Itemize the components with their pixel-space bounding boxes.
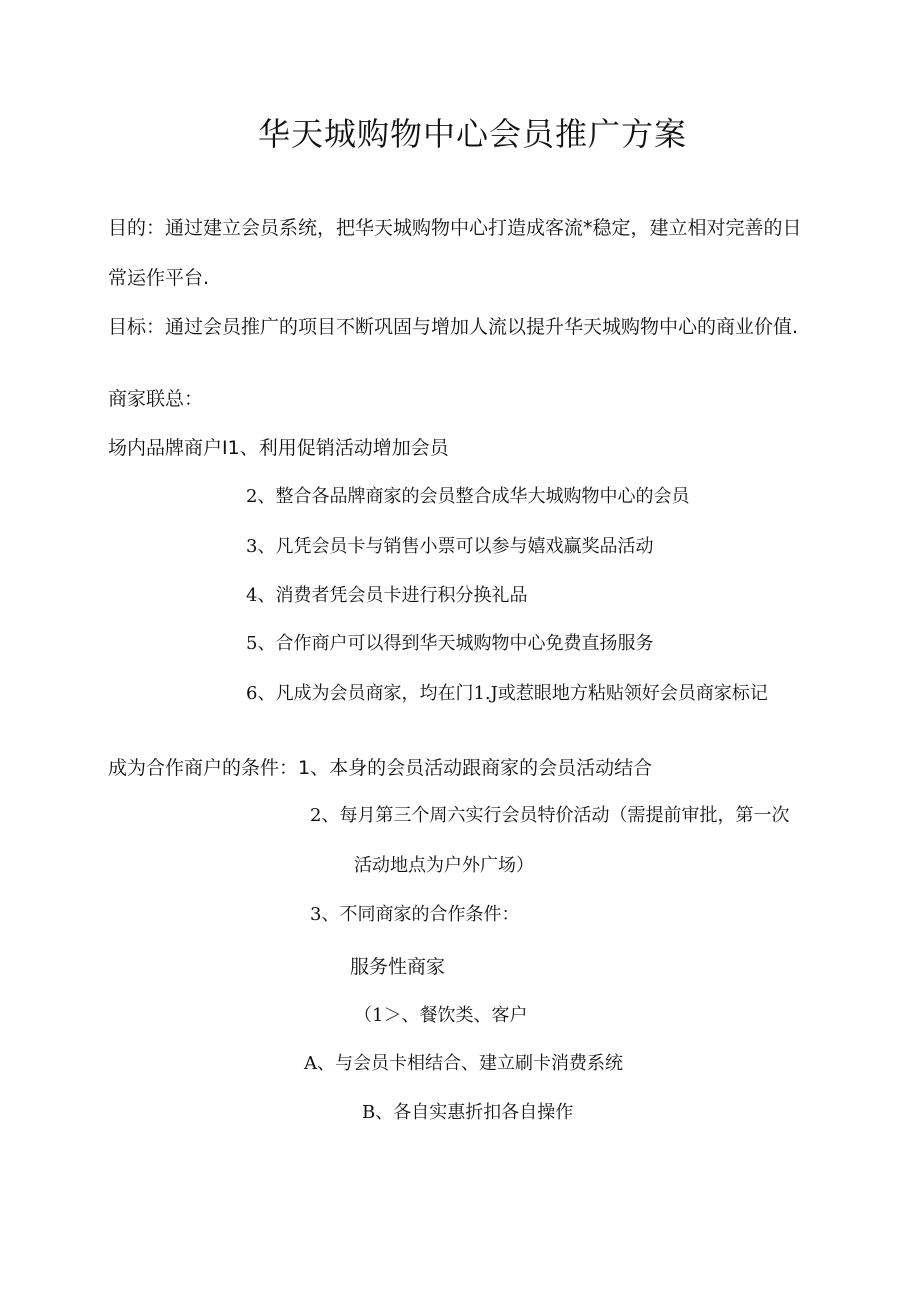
category-1: （1＞、餐饮类、客户 <box>354 1005 528 1026</box>
service-merchants-heading: 服务性商家 <box>350 956 446 978</box>
brand-item-6: 6、凡成为会员商家，均在门1.J或惹眼地方粘贴领好会员商家标记 <box>246 683 768 704</box>
brand-item-2: 2、整合各品牌商家的会员整合成华大城购物中心的会员 <box>246 486 690 507</box>
brand-merchants-intro: 场内品牌商户I1、利用促销活动增加会员 <box>108 437 449 459</box>
merchant-alliance-heading: 商家联总： <box>108 388 204 410</box>
goal-line: 目标：通过会员推广的项目不断巩固与增加人流以提升华天城购物中心的商业价值. <box>108 316 799 338</box>
purpose-line-1: 目的：通过建立会员系统，把华天城购物中心打造成客流*稳定，建立相对完善的日 <box>108 217 802 239</box>
item-b: B、各自实惠折扣各自操作 <box>362 1102 574 1123</box>
brand-item-5: 5、合作商户可以得到华天城购物中心免费直扬服务 <box>246 633 654 654</box>
brand-item-3: 3、凡凭会员卡与销售小票可以参与嬉戏赢奖品活动 <box>246 536 654 557</box>
condition-2-line-2: 活动地点为户外广场） <box>354 855 534 876</box>
item-a: A、与会员卡相结合、建立刷卡消费系统 <box>304 1053 623 1074</box>
conditions-intro: 成为合作商户的条件：1、本身的会员活动跟商家的会员活动结合 <box>108 757 653 779</box>
page-title: 华天城购物中心会员推广方案 <box>258 115 688 153</box>
brand-item-4: 4、消费者凭会员卡进行积分换礼品 <box>246 585 528 606</box>
condition-2-line-1: 2、每月第三个周六实行会员特价活动（需提前审批，第一次 <box>310 805 790 826</box>
condition-3: 3、不同商家的合作条件： <box>310 904 520 925</box>
purpose-line-2: 常运作平台. <box>108 267 210 289</box>
